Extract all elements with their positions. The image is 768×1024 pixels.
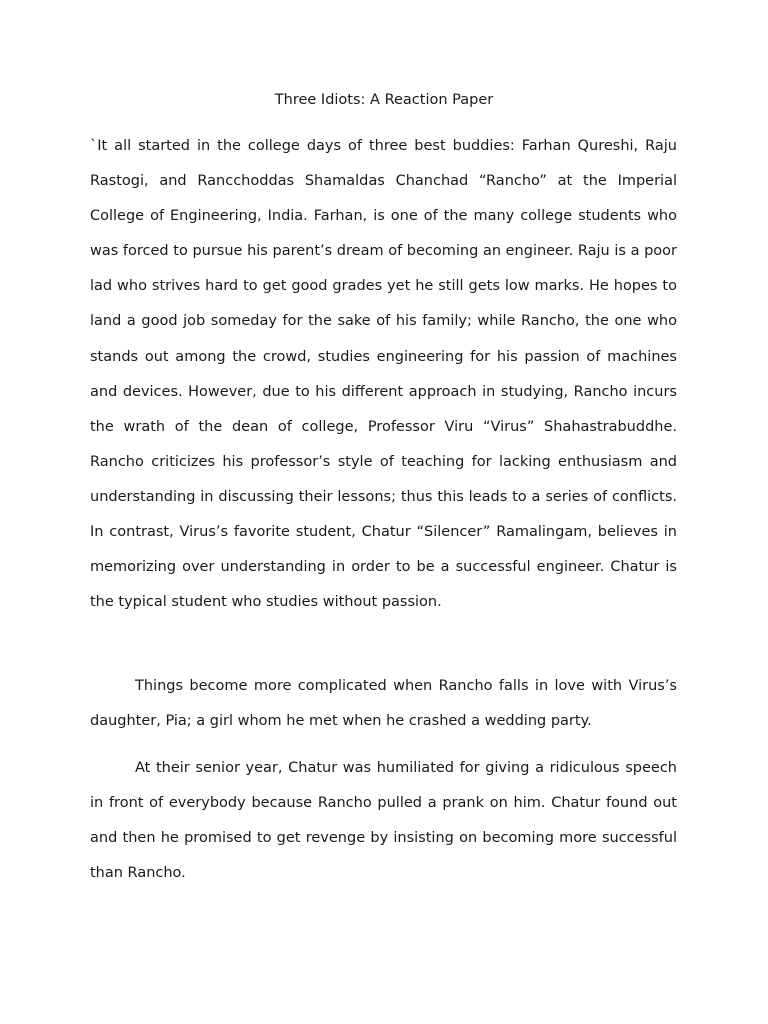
paragraph-2: Things become more complicated when Rancho falls in love with Virus’s daughter, Pia; a girl whom he met when he crashed a wedding party. — [90, 678, 677, 730]
document-title: Three Idiots: A Reaction Paper — [274, 92, 494, 108]
paragraph-1: `It all started in the college days of three best buddies: Farhan Qureshi, Raju Rastogi, and Rancchoddas Shamaldas Chanchad “Rancho” at the Imperial College of Engineering, India. Farhan, is one of the many college students who was forced to pursue his parent’s dream of becoming an engineer. Raju is a poor lad who strives hard to get good grades yet he still gets low marks. He hopes to land a good job someday for the sake of his family; while Rancho, the one who stands out among the crowd, studies engineering for his passion of machines and devices. However, due to his different approach in studying, Rancho incurs the wrath of the dean of college, Professor Viru “Virus” Shahastrabuddhe. Rancho criticizes his professor’s style of teaching for lacking enthusiasm and understanding in discussing their lessons; thus this leads to a series of conflicts. In contrast, Virus’s favorite student, Chatur “Silencer” Ramalingam, believes in memorizing over understanding in order to be a successful engineer. Chatur is the typical student who studies without passion. — [90, 138, 677, 611]
paragraph-3: At their senior year, Chatur was humiliated for giving a ridiculous speech in front of everybody because Rancho pulled a prank on him. Chatur found out and then he promised to get revenge by insisting on becoming more successful than Rancho. — [90, 760, 677, 882]
